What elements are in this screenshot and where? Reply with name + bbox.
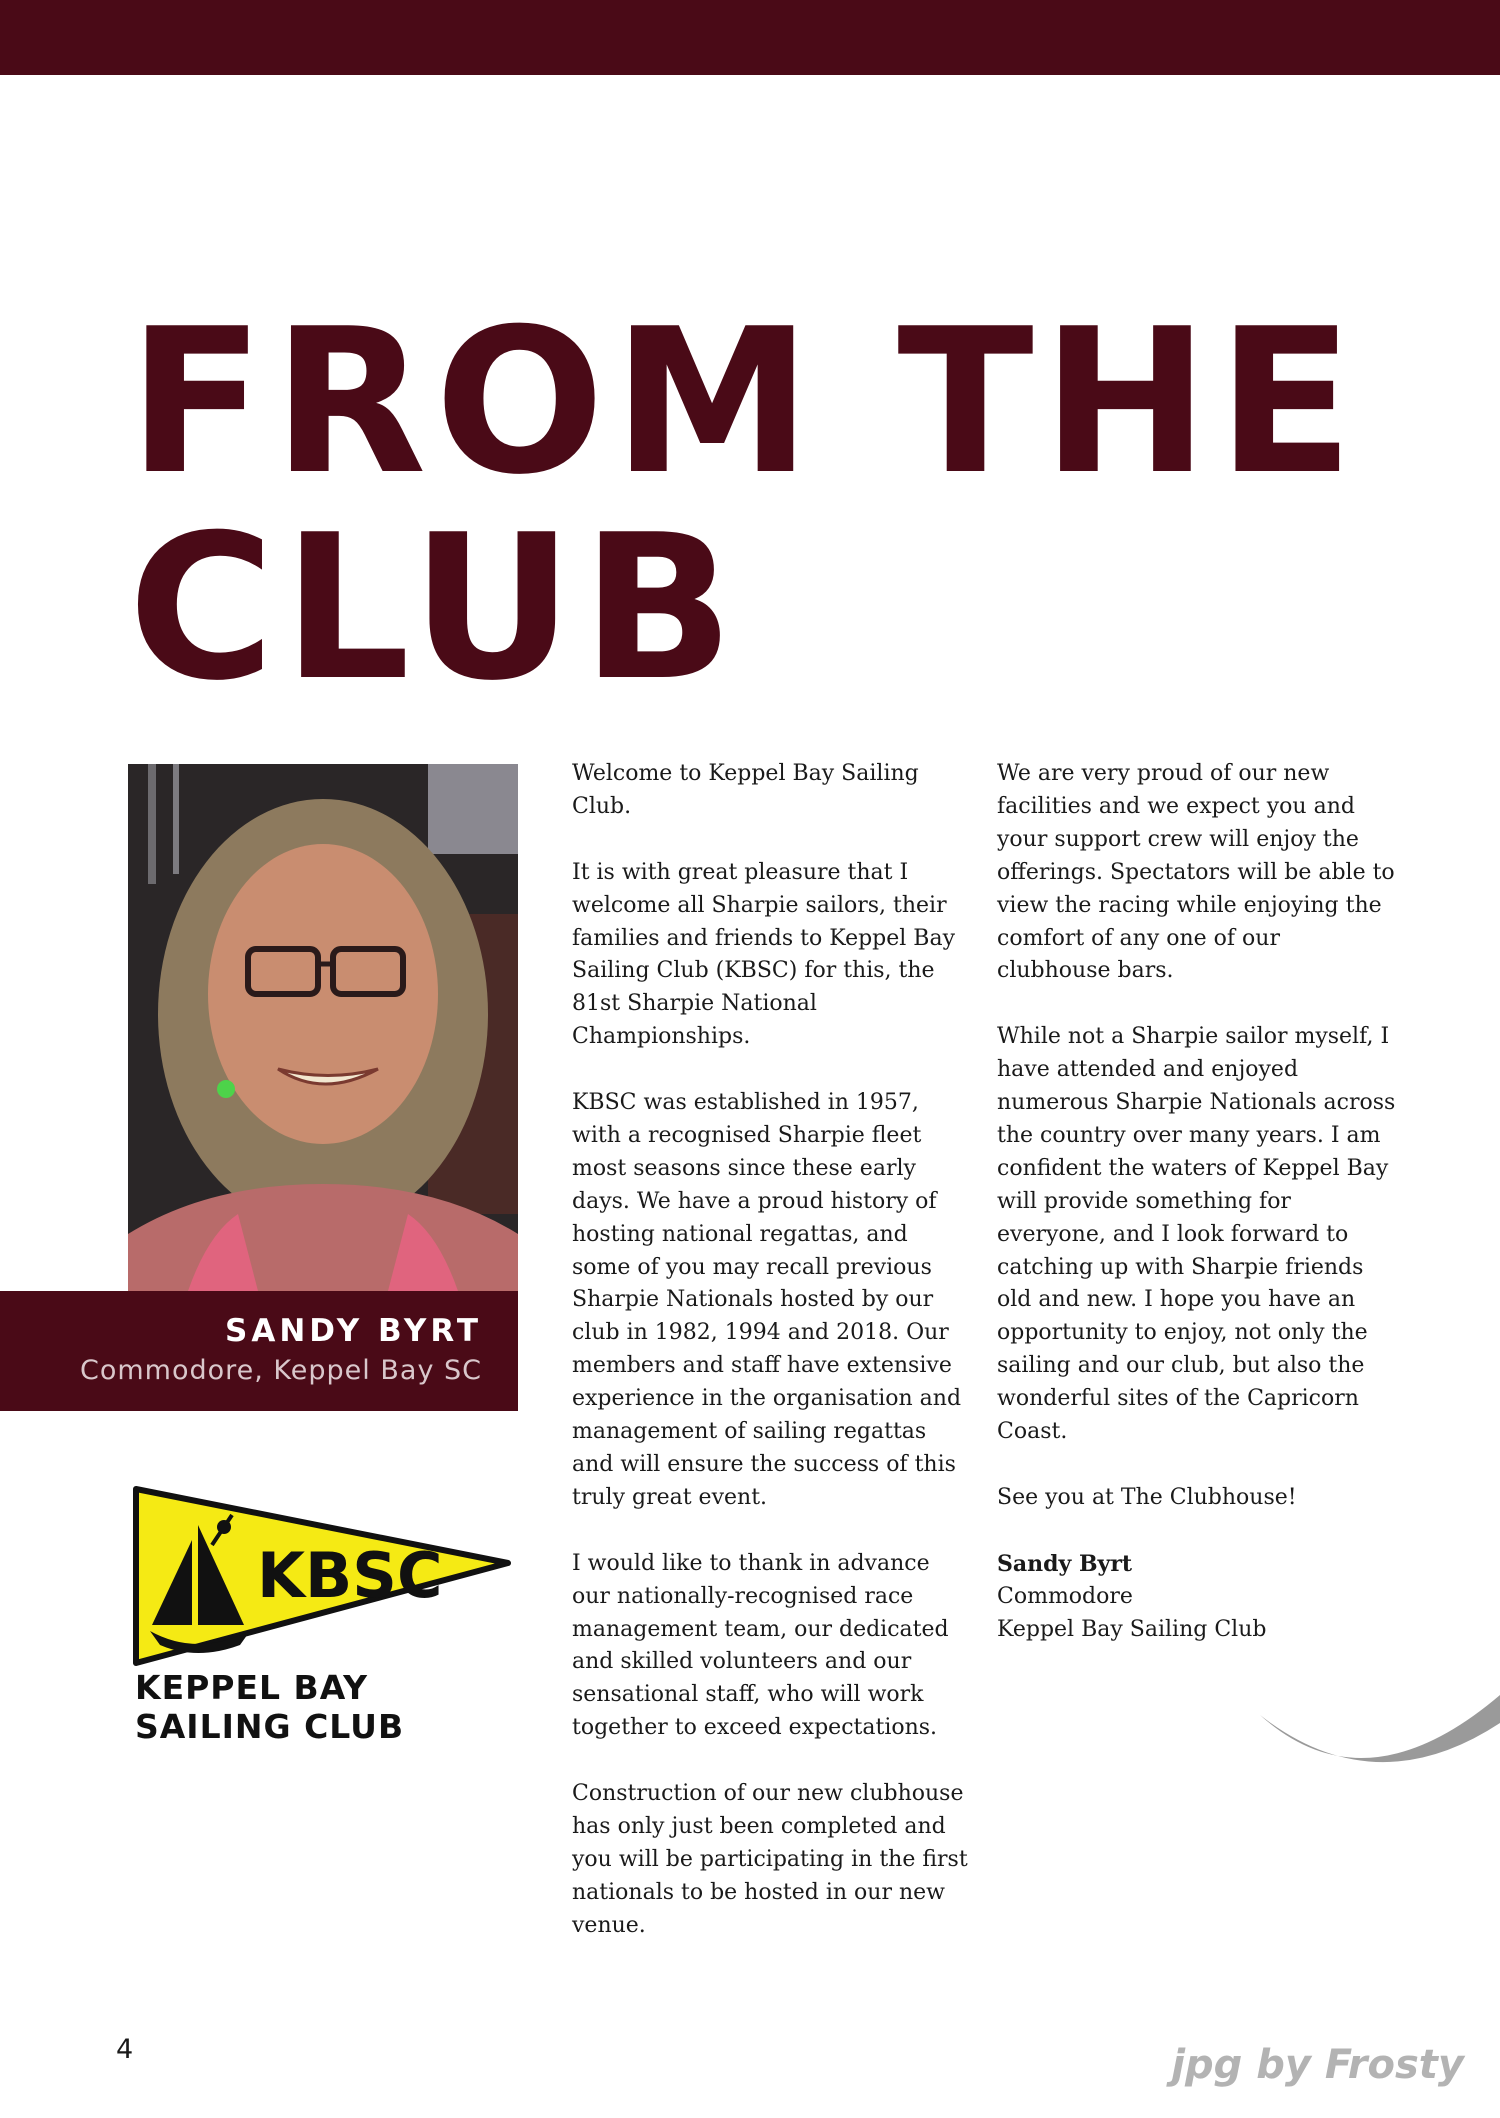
profile-name: SANDY BYRT	[225, 1313, 482, 1349]
commodore-photo	[128, 764, 518, 1291]
page-number: 4	[116, 2034, 134, 2065]
photo-caption-panel	[0, 1291, 518, 1411]
article-paragraph: KBSC was established in 1957, with a recognised Sharpie fleet most seasons since these early days. We have a proud history of hosting national regattas, and some of you may recall previous Sharpie Nationals hosted by our club in 1982, 1994 and 2018. Our members and staff have extensive experience in the organisation and management of sailing regattas and will ensure the success of this truly great event.	[572, 1090, 962, 1510]
top-banner-bar	[0, 0, 1500, 75]
watermark: jpg by Frosty	[1171, 2042, 1464, 2088]
article-paragraph: Welcome to Keppel Bay Sailing Club.	[572, 761, 919, 819]
page-title-line1: FROM THE	[128, 286, 1362, 519]
article-paragraph: It is with great pleasure that I welcome all Sharpie sailors, their families and friends to Keppel Bay Sailing Club (KBSC) for this, the 81st Sharpie National Championships.	[572, 859, 956, 1050]
page-title	[128, 286, 1362, 725]
logo-pennant-text: KBSC	[257, 1539, 443, 1612]
article-column-2	[997, 758, 1397, 1646]
logo-club-name: KEPPEL BAY SAILING CLUB	[135, 1668, 405, 1746]
article-paragraph: I would like to thank in advance our nationally-recognised race management team, our dedicated and skilled volunteers and our sensational staff, who will work together to exceed expectations.	[572, 1550, 949, 1741]
signature-org: Keppel Bay Sailing Club	[997, 1616, 1267, 1642]
page-title-line2: CLUB	[128, 492, 742, 725]
article-paragraph: While not a Sharpie sailor myself, I have attended and enjoyed numerous Sharpie Nationals across the country over many years. I am confident the waters of Keppel Bay will provide something for everyone, and I look forward to catching up with Sharpie friends old and new. I hope you have an opportunity to enjoy, not only the sailing and our club, but also the wonderful sites of the Capricorn Coast.	[997, 1024, 1396, 1445]
signature-block	[997, 1548, 1397, 1647]
swoosh-icon	[1255, 1695, 1500, 1795]
article-paragraph: Construction of our new clubhouse has only just been completed and you will be participating in the first nationals to be hosted in our new venue.	[572, 1781, 968, 1938]
article-paragraph: We are very proud of our new facilities and we expect you and your support crew will enjoy the offerings. Spectators will be able to view the racing while enjoying the comfort of any one of our clubhouse bars.	[997, 761, 1395, 984]
article-paragraph: See you at The Clubhouse!	[997, 1484, 1297, 1510]
signature-title: Commodore	[997, 1583, 1133, 1609]
signature-name: Sandy Byrt	[997, 1550, 1133, 1577]
article-column-1	[572, 758, 972, 1975]
profile-role: Commodore, Keppel Bay SC	[80, 1355, 482, 1386]
portrait-illustration	[128, 764, 518, 1291]
